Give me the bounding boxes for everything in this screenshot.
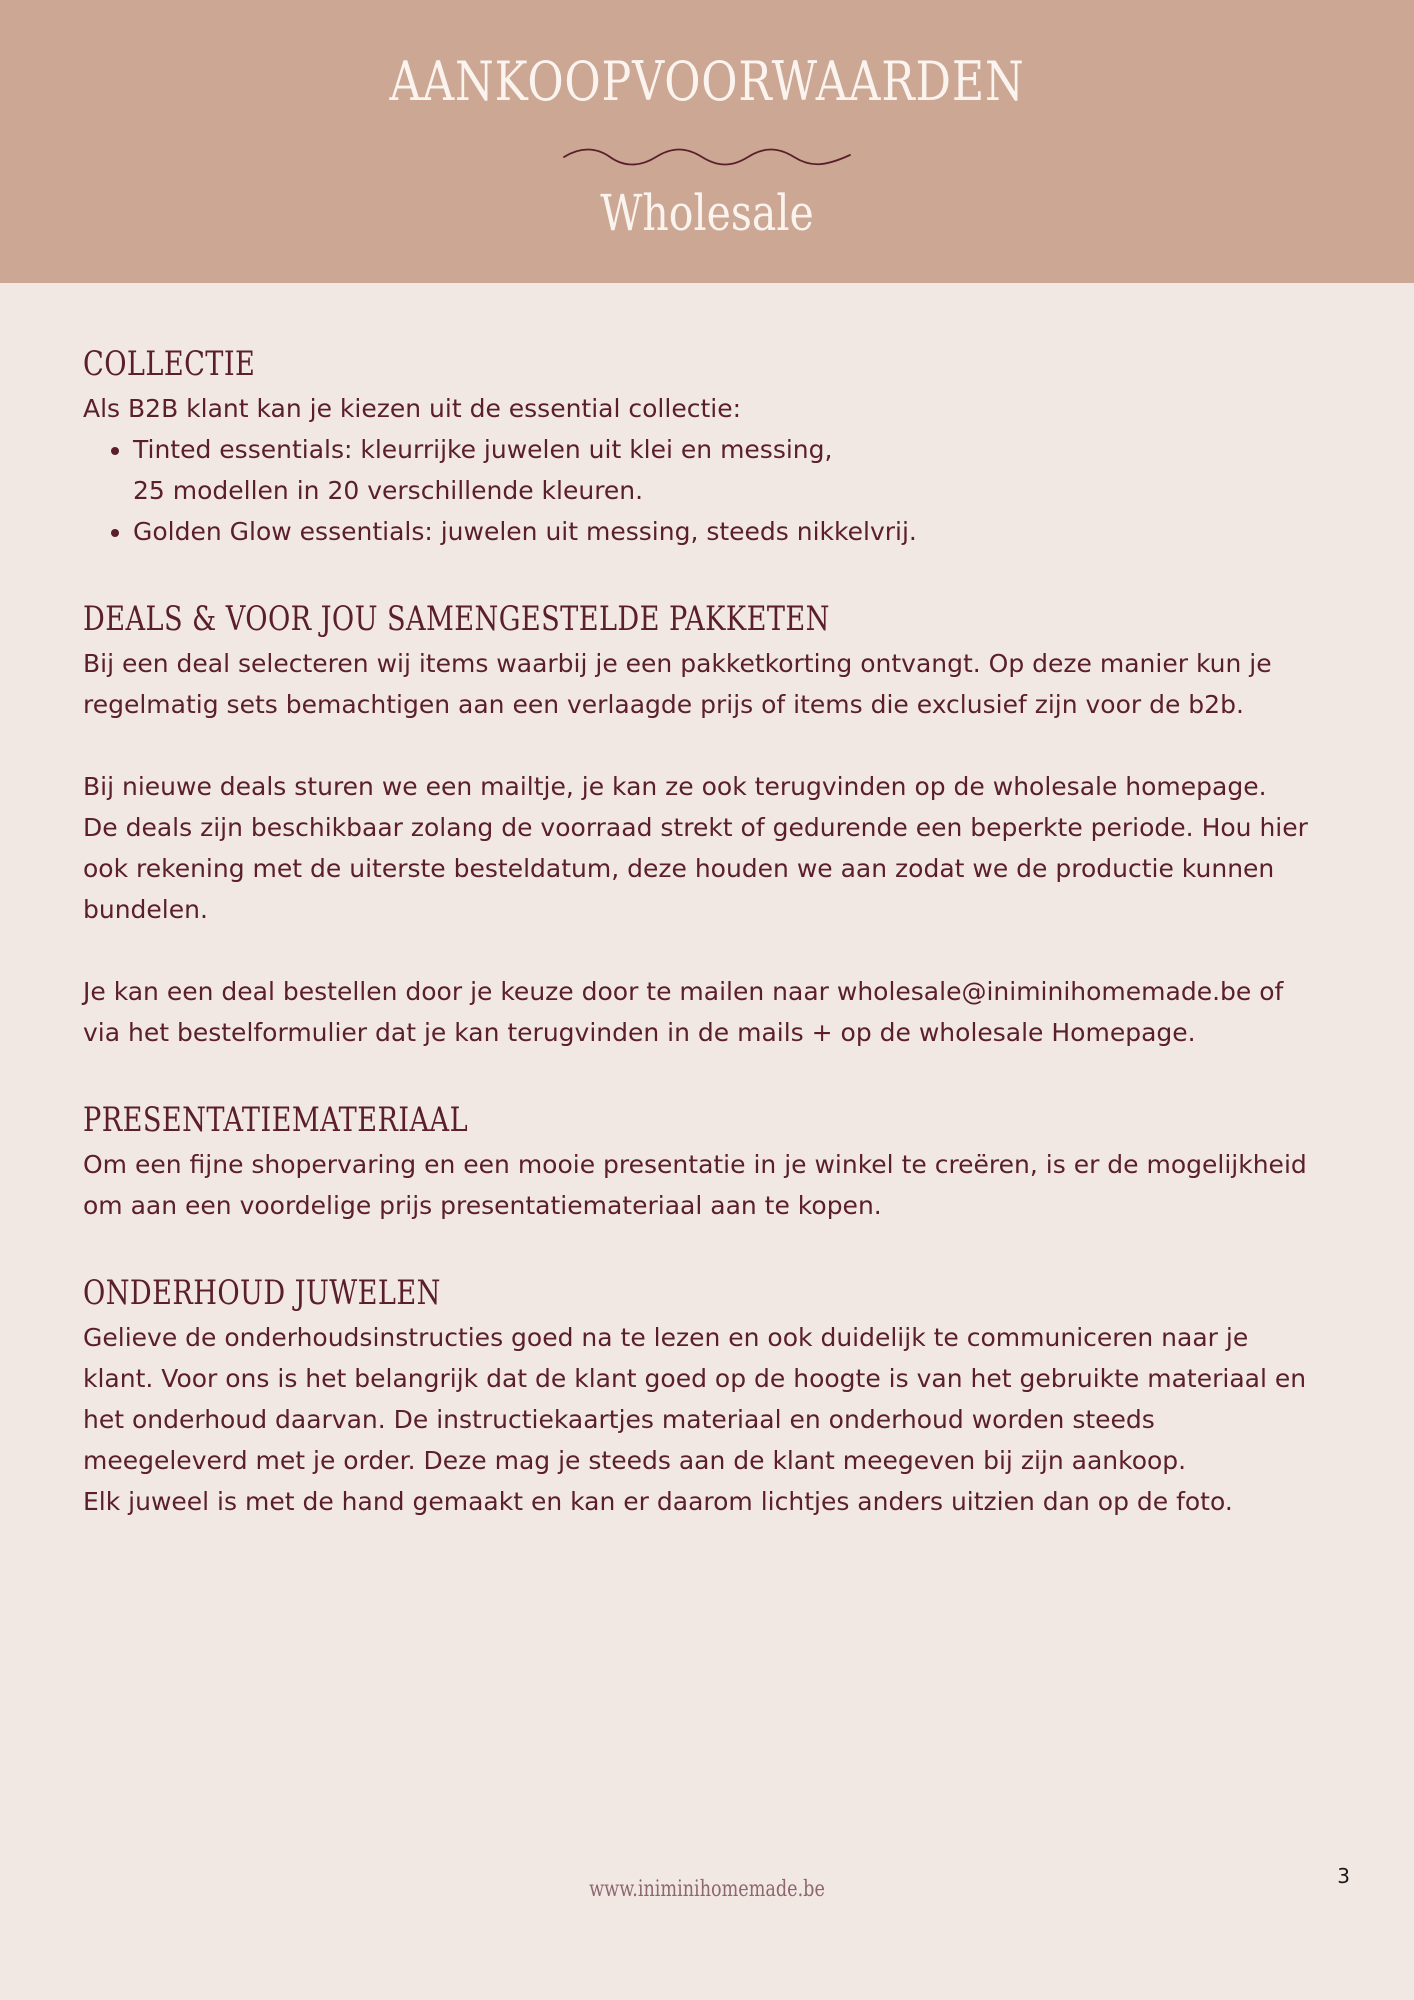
paragraph — [83, 766, 1343, 930]
section-heading: ONDERHOUD JUWELEN — [83, 1273, 441, 1313]
page-number: 3 — [1337, 1864, 1350, 1888]
document-subtitle: Wholesale — [600, 184, 814, 242]
paragraph-line: Gelieve de onderhoudsinstructies goed na te lezen en ook duidelijk te communiceren naar je — [83, 1323, 1249, 1352]
section-heading: PRESENTATIEMATERIAAL — [83, 1100, 469, 1140]
section-intro: Als B2B klant kan je kiezen uit de essential collectie: — [83, 394, 741, 423]
content — [83, 340, 1343, 1522]
section-onderhoud-juwelen — [83, 1269, 1343, 1522]
document-title: AANKOOPVOORWAARDEN — [389, 50, 1025, 113]
list-item — [133, 429, 1343, 511]
paragraph-line: meegeleverd met je order. Deze mag je steeds aan de klant meegeven bij zijn aankoop. — [83, 1446, 1187, 1475]
footer-website-link[interactable]: www.iniminihomemade.be — [589, 1877, 825, 1902]
list-item-line: Golden Glow essentials: juwelen uit messing, steeds nikkelvrij. — [133, 517, 917, 546]
paragraph — [83, 1144, 1343, 1226]
bullet-list — [83, 429, 1343, 552]
list-item — [133, 511, 1343, 552]
paragraph — [83, 1317, 1343, 1522]
paragraph-line: bundelen. — [83, 895, 208, 924]
paragraph-line: Elk juweel is met de hand gemaakt en kan er daarom lichtjes anders uitzien dan op de foto. — [83, 1487, 1233, 1516]
section-collectie — [83, 340, 1343, 552]
paragraph-line: ook rekening met de uiterste besteldatum, deze houden we aan zodat we de productie kunnen — [83, 854, 1275, 883]
paragraph-line: klant. Voor ons is het belangrijk dat de klant goed op de hoogte is van het gebruikte materiaal en — [83, 1364, 1307, 1393]
paragraph-line: Je kan een deal bestellen door je keuze door te mailen naar wholesale@iniminihomemade.be of — [83, 977, 1284, 1006]
paragraph-line: De deals zijn beschikbaar zolang de voorraad strekt of gedurende een beperkte periode. Hou hier — [83, 813, 1308, 842]
paragraph — [83, 643, 1343, 725]
paragraph-line: Bij nieuwe deals sturen we een mailtje, je kan ze ook terugvinden op de wholesale homepage. — [83, 772, 1267, 801]
section-deals — [83, 595, 1343, 1053]
list-item-line: 25 modellen in 20 verschillende kleuren. — [133, 476, 644, 505]
paragraph-line: via het bestelformulier dat je kan terugvinden in de mails + op de wholesale Homepage. — [83, 1018, 1196, 1047]
section-heading: DEALS & VOOR JOU SAMENGESTELDE PAKKETEN — [83, 599, 830, 639]
wave-divider-icon — [562, 145, 852, 175]
paragraph-line: Bij een deal selecteren wij items waarbij je een pakketkorting ontvangt. Op deze manier kun je — [83, 649, 1272, 678]
list-item-line: Tinted essentials: kleurrijke juwelen uit klei en messing, — [133, 435, 833, 464]
paragraph-line: om aan een voordelige prijs presentatiemateriaal aan te kopen. — [83, 1191, 882, 1220]
paragraph-line: het onderhoud daarvan. De instructiekaartjes materiaal en onderhoud worden steeds — [83, 1405, 1155, 1434]
paragraph — [83, 971, 1343, 1053]
paragraph-line: Om een fijne shopervaring en een mooie presentatie in je winkel te creëren, is er de mogelijkheid — [83, 1150, 1307, 1179]
section-heading: COLLECTIE — [83, 344, 256, 384]
paragraph-line: regelmatig sets bemachtigen aan een verlaagde prijs of items die exclusief zijn voor de b2b. — [83, 690, 1244, 719]
header-banner — [0, 0, 1414, 283]
section-presentatiemateriaal — [83, 1096, 1343, 1226]
